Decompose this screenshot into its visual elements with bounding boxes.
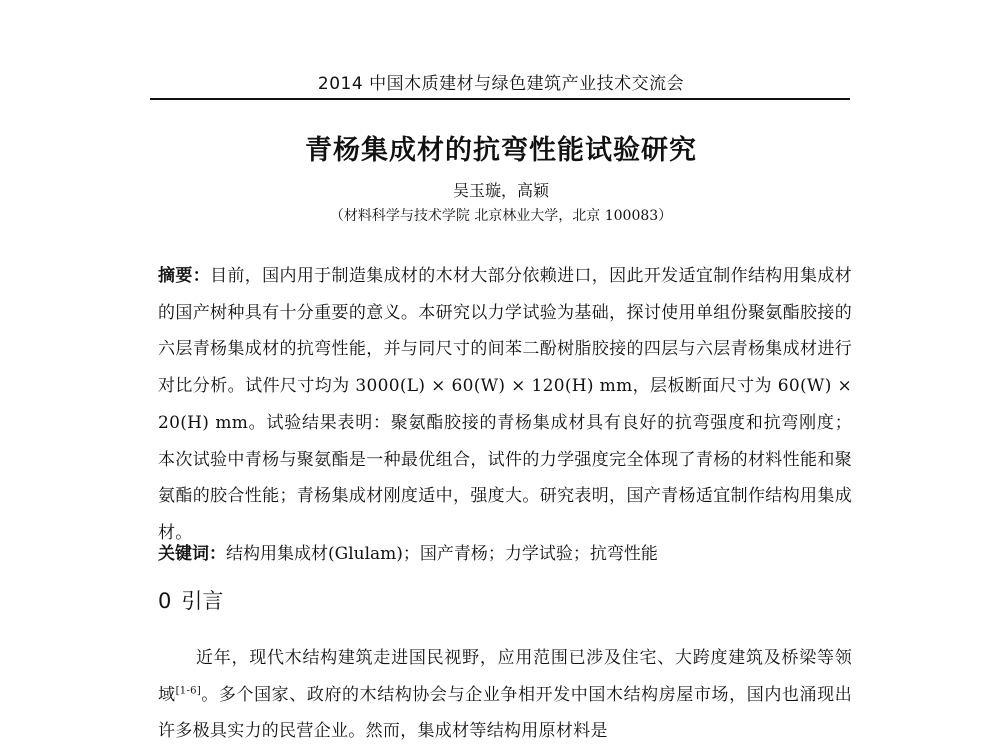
intro-text-before: 近年，现代木结构建筑走进国民视野，应用范围已涉及住宅、大跨度建筑及桥梁等领域	[158, 648, 852, 705]
header-rule	[150, 98, 850, 100]
intro-text-after: 。多个国家、政府的木结构协会与企业争相开发中国木结构房屋市场，国内也涌现出许多极具实力的民营企业。然而，集成材等结构用原材料是	[158, 684, 852, 741]
citation-ref[interactable]: [1-6]	[175, 684, 202, 696]
author-affiliation: （材料科学与技术学院 北京林业大学，北京 100083）	[329, 208, 673, 224]
conference-header: 2014 中国木质建材与绿色建筑产业技术交流会	[317, 74, 685, 94]
section-title: 引言	[181, 589, 224, 613]
keywords-text: 结构用集成材(Glulam)；国产青杨；力学试验；抗弯性能	[226, 544, 658, 564]
intro-paragraph	[158, 640, 852, 750]
keywords	[158, 536, 852, 572]
paper-authors: 吴玉璇，高颖	[452, 181, 549, 200]
abstract-label: 摘要：	[158, 266, 211, 286]
keywords-label: 关键词：	[158, 544, 226, 564]
abstract	[158, 258, 852, 552]
abstract-text: 目前，国内用于制造集成材的木材大部分依赖进口，因此开发适宜制作结构用集成材的国产树种具有十分重要的意义。本研究以力学试验为基础，探讨使用单组份聚氨酯胶接的六层青杨集成材的抗弯性能，并与同尺寸的间苯二酚树脂胶接的四层与六层青杨集成材进行对比分析。试件尺寸均为 3000(L) × 60(W) × 120(H) mm，层板断面尺寸为 60(W) × 20(H) mm。试验结果表明：聚氨酯胶接的青杨集成材具有良好的抗弯强度和抗弯刚度；本次试验中青杨与聚氨酯是一种最优组合，试件的力学强度完全体现了青杨的材料性能和聚氨酯的胶合性能；青杨集成材刚度适中，强度大。研究表明，国产青杨适宜制作结构用集成材。	[158, 266, 852, 543]
paper-title: 青杨集成材的抗弯性能试验研究	[305, 135, 697, 166]
section-number: 0	[158, 589, 172, 613]
section-heading	[158, 586, 223, 616]
